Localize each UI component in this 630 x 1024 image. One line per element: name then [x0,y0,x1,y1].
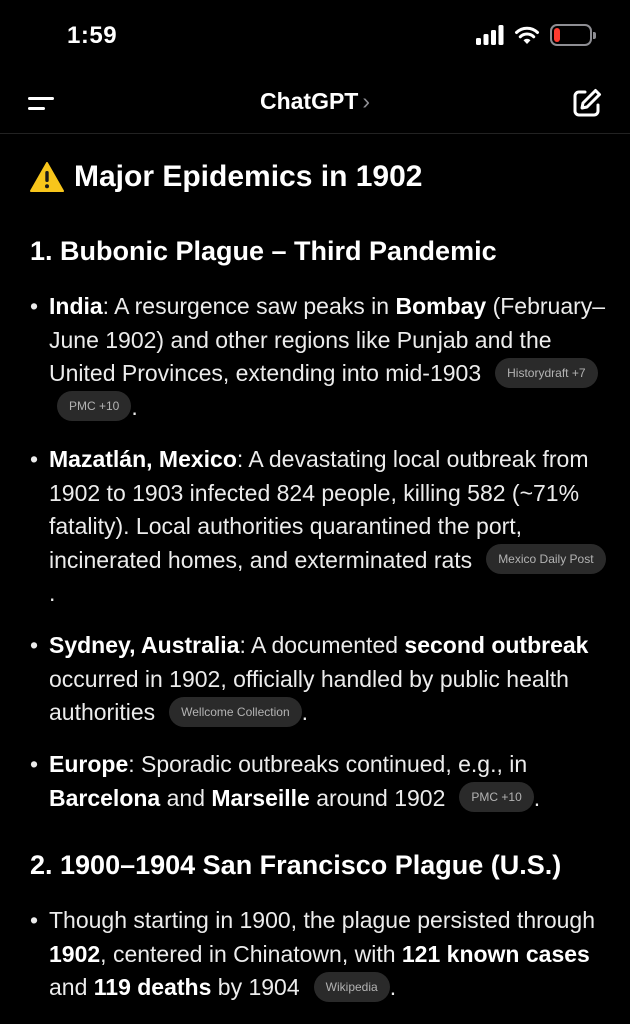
bold-term: India [49,293,103,319]
bold-term: Mazatlán, Mexico [49,446,237,472]
citation-chip[interactable]: Wellcome Collection [169,697,302,727]
compose-icon[interactable] [570,86,604,120]
chat-content [0,134,630,1024]
bold-term: Barcelona [49,784,161,811]
bold-term: Bombay [395,293,487,319]
status-time: 1:59 [67,22,118,49]
list-item: • India: A resurgence saw peaks in Bombay (February–June 1902) and other regions like Punjab and the United Provinces, extending into mid-1903 Historydraft +7PMC +10 . [30,293,606,420]
model-selector[interactable] [0,88,630,115]
bold-term: second outbreak [404,632,589,658]
bold-term: 119 deaths [93,974,212,1000]
heading-text: Major Epidemics in 1902 [74,160,423,193]
battery-icon [550,24,592,46]
citation-chip[interactable]: PMC +10 [459,782,533,812]
status-icons [476,24,592,46]
list-item: • Sydney, Australia: A documented second outbreak occurred in 1902, officially handled by public health authorities Wellcome Collection . [30,632,589,725]
citation-chip[interactable]: Wikipedia [314,972,390,1002]
section-title: 2. 1900–1904 San Francisco Plague (U.S.) [30,850,562,880]
list-item: • Though starting in 1900, the plague persisted through 1902, centered in Chinatown, with 121 known cases and 119 deaths by 1904 Wikipedia . [30,907,595,1000]
response-heading [30,160,422,194]
section-title: 1. Bubonic Plague – Third Pandemic [30,236,497,266]
citation-chip[interactable]: Historydraft +7 [495,358,597,388]
list-item: • Europe: Sporadic outbreaks continued, e.g., in Barcelona and Marseille around 1902 PMC +10 . [30,751,541,811]
bold-term: 121 known cases [401,940,590,967]
signal-icon [476,25,504,45]
wifi-icon [514,25,540,45]
warning-icon [30,162,64,192]
bold-term: Sydney, Australia [49,632,240,658]
citation-chip[interactable]: Mexico Daily Post [486,544,605,574]
bold-term: Europe [49,751,129,777]
nav-bar [0,72,630,134]
citation-chip[interactable]: PMC +10 [57,391,131,421]
bold-term: Marseille [211,784,310,811]
list-item: • Mazatlán, Mexico: A devastating local outbreak from 1902 to 1903 infected 824 people, killing 582 (~71% fatality). Local authorities quarantined the port, incinerated homes, and exterminated rats Mexico Daily Post. [30,443,610,611]
bold-term: 1902 [49,940,101,967]
nav-title-label: ChatGPT [259,88,359,114]
status-bar [0,0,630,72]
chevron-right-icon: › [362,88,371,114]
battery-level [554,28,560,42]
